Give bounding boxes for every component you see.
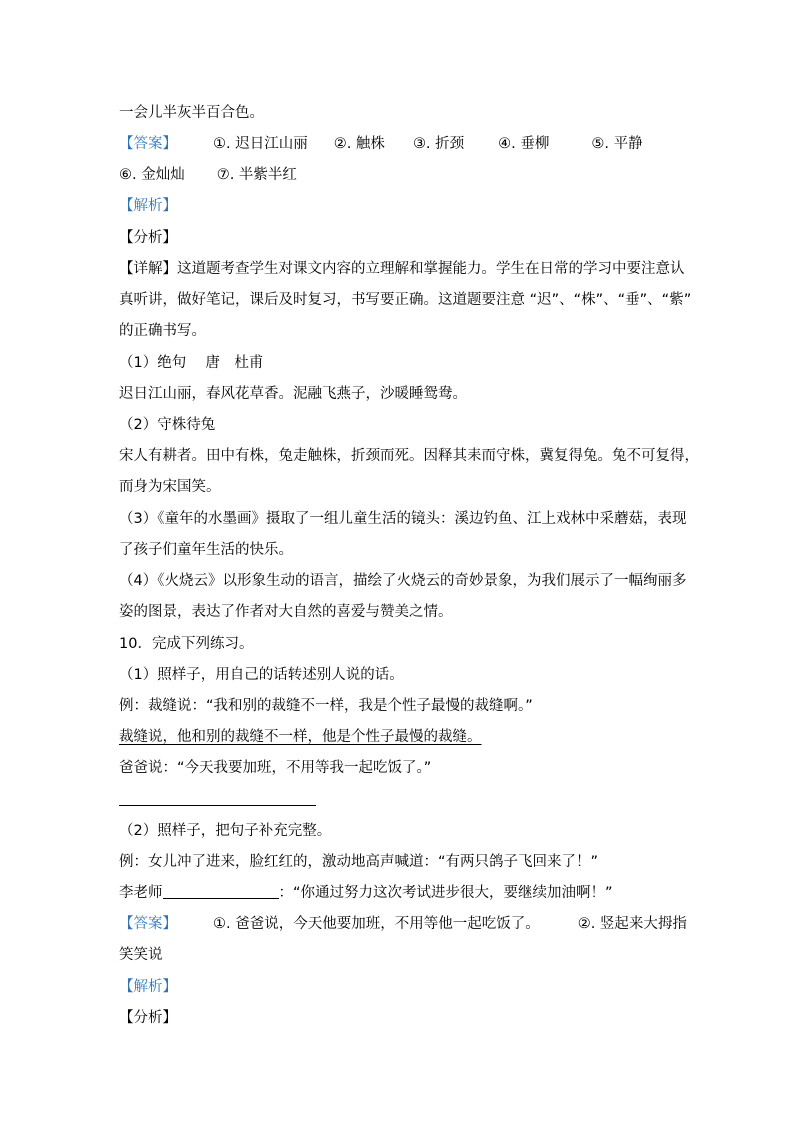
example-2: 例：女儿冲了进来，脸红红的，激动地高声喊道：“有两只鸽子飞回来了！” (119, 854, 599, 870)
detail-line-2: 真听讲，做好笔记，课后及时复习，书写要正确。这道题要注意 “迟”、“株”、“垂”、“紫” (119, 292, 692, 308)
answer-tag: 【答案】 (119, 136, 177, 152)
analysis-tag: 【解析】 (119, 198, 177, 214)
item-3-line-2: 了孩子们童年生活的快乐。 (119, 542, 293, 558)
answer-line-2 (119, 165, 297, 185)
sub-question-2: （2）照样子，把句子补充完整。 (119, 823, 332, 839)
answer-line-q10-cont: 笑笑说 (119, 947, 163, 963)
poem-1-text: 迟日江山丽，春风花草香。泥融飞燕子，沙暖睡鸳鸯。 (119, 386, 467, 402)
fenxi-tag: 【分析】 (119, 230, 177, 246)
story-2-text-1: 宋人有耕者。田中有株，兔走触株，折颈而死。因释其耒而守株，冀复得兔。兔不可复得， (119, 448, 699, 464)
continuation-text: 一会儿半灰半百合色。 (119, 105, 264, 121)
item-3-line-1: （3）《童年的水墨画》摄取了一组儿童生活的镜头：溪边钓鱼、江上戏林中采蘑菇，表现 (119, 511, 687, 527)
prompt-2-quote: ：“你通过努力这次考试进步很大，要继续加油啊！” (278, 885, 613, 901)
prompt-2-speaker: 李老师 (119, 885, 163, 901)
prompt-2 (119, 883, 613, 903)
answer-item: ③. 折颈 (412, 136, 465, 152)
detail-text: 这道题考查学生对课文内容的立理解和掌握能力。学生在日常的学习中要注意认 (177, 261, 685, 277)
question-10-title: 10．完成下列练习。 (119, 636, 254, 652)
answer-item: ②. 触株 (333, 136, 385, 152)
fenxi-tag: 【分析】 (119, 1010, 177, 1026)
detail-line-3: 的正确书写。 (119, 323, 206, 339)
answer-item: ⑦. 半紫半红 (216, 167, 297, 183)
story-2-title: （2）守株待兔 (119, 417, 216, 433)
answer-item: ①. 爸爸说，今天他要加班，不用等他一起吃饭了。 (213, 916, 540, 932)
analysis-tag: 【解析】 (119, 979, 177, 995)
answer-line-q10 (119, 914, 687, 934)
item-4-line-2: 姿的图景，表达了作者对大自然的喜爱与赞美之情。 (119, 604, 453, 620)
answer-item: ①. 迟日江山丽 (213, 136, 308, 152)
answer-blank-inline[interactable] (163, 884, 279, 899)
answer-line-1 (119, 134, 643, 154)
story-2-text-2: 而身为宋国笑。 (119, 479, 221, 495)
example-1-answer: 裁缝说，他和别的裁缝不一样，他是个性子最慢的裁缝。 (119, 729, 482, 745)
detail-line-1 (119, 259, 685, 279)
sub-question-1: （1）照样子，用自己的话转述别人说的话。 (119, 667, 404, 683)
answer-tag: 【答案】 (119, 916, 177, 932)
prompt-1: 爸爸说：“今天我要加班，不用等我一起吃饭了。” (119, 760, 432, 776)
item-4-line-1: （4）《火烧云》以形象生动的语言，描绘了火烧云的奇妙景象，为我们展示了一幅绚丽多 (119, 573, 687, 589)
answer-item: ④. 垂柳 (498, 136, 550, 152)
answer-blank-line[interactable] (119, 805, 316, 806)
poem-1-title: （1）绝句 唐 杜甫 (119, 355, 264, 371)
answer-item: ⑤. 平静 (591, 136, 643, 152)
answer-item: ②. 竖起来大拇指 (577, 916, 687, 932)
example-1: 例：裁缝说：“我和别的裁缝不一样，我是个性子最慢的裁缝啊。” (119, 698, 533, 714)
detail-tag: 【详解】 (119, 261, 177, 277)
answer-item: ⑥. 金灿灿 (119, 167, 185, 183)
